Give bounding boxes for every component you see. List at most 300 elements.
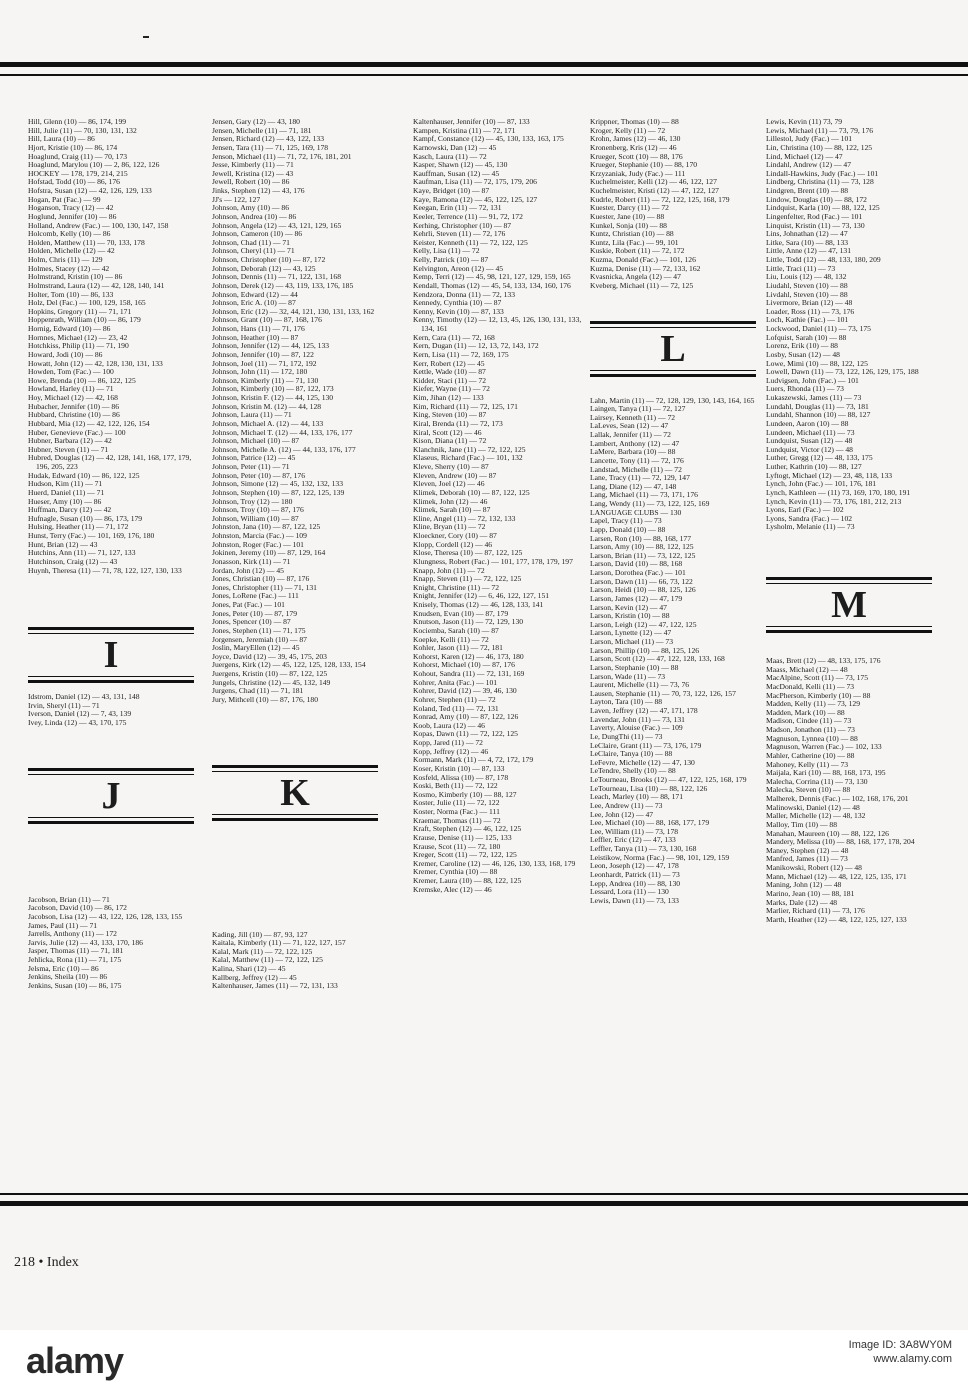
index-entry: Kremer, Laura (10) — 88, 122, 125 (413, 876, 522, 885)
index-entry: Kenny, Kevin (10) — 87, 133 (413, 306, 504, 316)
index-entry: Johnson, Grant (10) — 87, 168, 176 (212, 315, 322, 325)
index-entry: Maass, Michael (12) — 48 (766, 664, 848, 674)
index-entry: Kampf, Constance (12) — 45, 130, 133, 163, 175 (413, 134, 564, 144)
index-entry: Larson, Michael (11) — 73 (590, 637, 674, 646)
index-entry: Lee, Michael (10) — 88, 168, 177, 179 (590, 818, 710, 828)
section-rule (766, 626, 932, 633)
index-entry: Lorenz, Erik (10) — 88 (766, 341, 838, 351)
index-entry: Jorgensen, Jeremiah (10) — 87 (212, 634, 307, 644)
index-entry: Kasch, Laura (11) — 72 (413, 151, 487, 161)
index-entry: Hunst, Terry (Fac.) — 101, 169, 176, 180 (28, 531, 155, 540)
index-entry: Kvasnicka, Angela (12) — 47 (590, 272, 681, 282)
index-entry: MacPherson, Kimberly (10) — 88 (766, 690, 871, 700)
index-entry: Leonhardt, Patrick (11) — 73 (590, 869, 680, 879)
index-entry: Lewis, Kevin (11) 73, 79 (766, 117, 843, 126)
index-entry: LeClaire, Tanya (10) — 88 (590, 749, 673, 759)
index-entry: Kerr, Robert (12) — 45 (413, 358, 485, 368)
index-entry: Jensen, Gary (12) — 43, 180 (212, 117, 300, 126)
index-entry: Jordan, John (12) — 45 (212, 565, 284, 575)
index-entry: Lins, Johnathan (12) — 47 (766, 229, 848, 239)
index-entry: Kuntz, Lila (Fac.) — 99, 101 (590, 237, 679, 247)
index-entry: Lee, John (12) — 47 (590, 809, 654, 819)
index-entry: Lee, William (11) — 73, 178 (590, 826, 679, 836)
index-entry: Johnson, Andrea (10) — 86 (212, 211, 297, 221)
index-entry: Kuskie, Robert (11) — 72, 172 (590, 246, 685, 256)
section-rule (28, 768, 194, 775)
index-entry: Ludvigsen, John (Fac.) — 101 (766, 375, 859, 385)
index-entry: Lindahl, Andrew (12) — 47 (766, 160, 851, 170)
index-entry: Kaye, Ramona (12) — 45, 122, 125, 127 (413, 194, 538, 204)
index-entry: Larson, Wade (11) — 73 (590, 671, 666, 681)
watermark-logo: alamy (26, 1340, 124, 1381)
index-entry: Madden, Mark (10) — 88 (766, 707, 845, 717)
index-entry: Hoglund, Jennifer (10) — 86 (28, 211, 117, 221)
index-entry: Loch, Kathie (Fac.) — 101 (766, 315, 849, 325)
index-entry: Howland, Harley (11) — 71 (28, 384, 114, 394)
index-entry: Kremer, Caroline (12) — 46, 126, 130, 133, 168, 179 (413, 858, 576, 868)
index-entry: Lee, Andrew (11) — 73 (590, 800, 663, 810)
index-entry: Kim, Richard (11) — 72, 125, 171 (413, 401, 518, 411)
index-entry: Kidder, Staci (11) — 72 (413, 375, 487, 385)
index-entry: Johnson, Cheryl (11) — 71 (212, 246, 295, 256)
index-entry: JJ's — 122, 127 (212, 194, 261, 204)
index-entry: Holmes, Stacey (12) — 42 (28, 263, 110, 273)
index-entry: Luers, Rhonda (11) — 73 (766, 384, 844, 394)
index-entry: Hubner, Steven (11) — 71 (28, 444, 109, 454)
index-entry: Larson, James (12) — 47, 179 (590, 593, 683, 603)
index-entry: Le, DungThi (11) — 73 (590, 731, 663, 741)
index-entry: Jones, LoRene (Fac.) — 111 (212, 591, 299, 601)
index-entry: Krippner, Thomas (10) — 88 (590, 117, 679, 126)
index-entry: Lillestol, Judy (Fac.) — 101 (766, 134, 853, 144)
index-entry: Losby, Susan (12) — 48 (766, 349, 840, 359)
index-entry: Knisely, Thomas (12) — 46, 128, 133, 141 (413, 600, 544, 609)
index-entry: Hubbard, Mia (12) — 42, 122, 126, 154 (28, 418, 150, 428)
index-entry: Kudrle, Robert (11) — 72, 122, 125, 168, 179 (590, 194, 730, 204)
index-entry: Jinks, Stephen (12) — 43, 176 (212, 186, 305, 195)
index-entry: Krueger, Stephanie (10) — 88, 170 (590, 160, 698, 170)
index-entry: Madden, Kelly (11) — 73, 129 (766, 699, 860, 709)
bottom-rule-thick (0, 1201, 968, 1206)
index-entry: Kaltenhauser, Jennifer (10) — 87, 133 (413, 117, 530, 126)
index-entry: Kohout, Sandra (11) — 72, 131, 169 (413, 669, 525, 678)
index-entry: Kiral, Scott (12) — 46 (413, 427, 482, 437)
index-entry: Larson, Scott (12) — 47, 122, 128, 133, 168 (590, 654, 725, 664)
index-entry: Knapp, John (11) — 72 (413, 565, 485, 575)
index-entry: Johnson, Edward (12) — 44 (212, 289, 298, 299)
index-entry: Lindall-Hawkins, Judy (Fac.) — 101 (766, 168, 879, 178)
index-entry: Mahoney, Kelly (11) — 73 (766, 759, 849, 769)
index-entry: Lairsey, Kenneth (11) — 72 (590, 412, 676, 422)
index-entry: Lapp, Donald (10) — 88 (590, 524, 666, 534)
index-entry: Marino, Jean (10) — 88, 181 (766, 888, 855, 898)
index-entry: Hutchinson, Craig (12) — 43 (28, 556, 118, 566)
index-entry: Kelvington, Areon (12) — 45 (413, 263, 504, 273)
index-entry: Larson, Leigh (12) — 47, 122, 125 (590, 619, 697, 629)
watermark-banner (0, 1330, 968, 1390)
index-entry: Lyons, Earl (Fac.) — 102 (766, 505, 844, 515)
index-entry: LeTourneau, Brooks (12) — 47, 122, 125, 168, 179 (590, 775, 747, 784)
index-entry: Johnson, Michelle A. (12) — 44, 133, 176, 177 (212, 444, 356, 454)
index-entry: Kettle, Wade (10) — 87 (413, 367, 486, 377)
index-entry: Larson, David (10) — 88, 168 (590, 559, 683, 569)
index-entry: MacAlpine, Scott (11) — 73, 175 (766, 673, 869, 683)
index-entry: Malinowski, Daniel (12) — 48 (766, 802, 860, 812)
index-entry: Holmstrand, Kristin (10) — 86 (28, 272, 123, 282)
index-entry: Johnson, Deborah (12) — 43, 125 (212, 263, 316, 273)
index-entry: Koster, Norma (Fac.) — 111 (413, 807, 500, 816)
index-entry: Johnson, Joel (11) — 71, 172, 192 (212, 358, 317, 368)
index-entry: Kendall, Thomas (12) — 45, 54, 133, 134, 160, 176 (413, 280, 571, 290)
index-entry: Jehlicka, Rona (11) — 71, 175 (28, 955, 122, 964)
index-entry: Johnson, Dennis (11) — 71, 122, 131, 168 (212, 272, 342, 282)
index-entry: Lundahl, Douglas (11) — 73, 181 (766, 401, 869, 411)
index-entry: Kaufman, Lisa (11) — 72, 175, 179, 206 (413, 177, 537, 187)
index-entry: Kern, Cara (11) — 72, 168 (413, 332, 495, 342)
index-entry: Johnson, John (11) — 172, 180 (212, 367, 308, 377)
index-entry: Kunkel, Sonja (10) — 88 (590, 220, 667, 230)
index-entry: Marks, Dale (12) — 48 (766, 897, 838, 907)
index-entry: Livermore, Brian (12) — 48 (766, 298, 853, 308)
index-entry: Hoganson, Tracy (12) — 42 (28, 203, 114, 213)
index-entry: Kuzma, Denise (11) — 72, 133, 162 (590, 263, 701, 273)
index-entry: Jenkins, Sheila (10) — 86 (28, 972, 108, 982)
index-entry: Kison, Diana (11) — 72 (413, 436, 487, 446)
index-entry: Kremer, Cynthia (10) — 88 (413, 867, 498, 877)
index-entry: Kleve, Sherry (10) — 87 (413, 462, 489, 471)
index-entry: Johnson, Heather (10) — 87 (212, 332, 299, 342)
section-rule (766, 577, 932, 584)
index-entry: Kenny, Timothy (12) — 12, 13, 45, 126, 130, 131, 133, 134, 161 (413, 315, 582, 333)
index-entry: Holz, Del (Fac.) — 100, 129, 158, 165 (28, 298, 146, 308)
index-entry: Lessard, Lora (11) — 130 (590, 887, 669, 897)
index-entry: Liudahl, Steven (10) — 88 (766, 280, 848, 290)
index-entry: Madson, Jonathon (11) — 73 (766, 725, 855, 734)
index-entry: Idstrom, Daniel (12) — 43, 131, 148 (28, 692, 140, 702)
index-entry: Larson, Kevin (12) — 47 (590, 602, 667, 612)
index-entry: Hofstad, Todd (10) — 86, 176 (28, 177, 120, 187)
page-footer: 218 • Index (14, 1255, 79, 1270)
index-column-5 (766, 118, 944, 924)
index-entry: Kelly, Patrick (10) — 87 (413, 255, 489, 264)
index-entry: Leistikow, Norma (Fac.) — 98, 101, 129, 159 (590, 852, 730, 862)
index-entry: Klanchnik, Jane (11) — 72, 122, 125 (413, 444, 526, 454)
index-entry: Johnson, Kimberly (10) — 87, 122, 173 (212, 384, 334, 394)
index-entry: Kuester, Darcy (11) — 72 (590, 203, 669, 213)
index-entry: Magnuson, Lynnea (10) — 88 (766, 733, 858, 743)
index-entry: Jewell, Robert (10) — 86 (212, 177, 290, 187)
index-entry: Irvin, Sheryl (11) — 71 (28, 700, 100, 710)
index-entry: Johnson, Peter (10) — 87, 176 (212, 470, 306, 480)
index-entry: Layton, Tara (10) — 88 (590, 697, 663, 707)
index-entry: Johnson, Derek (12) — 43, 119, 133, 176, 185 (212, 280, 354, 290)
index-entry: Koland, Ted (11) — 72, 131 (413, 703, 499, 713)
index-entry: Marth, Heather (12) — 48, 122, 125, 127, 133 (766, 914, 907, 924)
index-entry: Klaseus, Richard (Fac.) — 101, 132 (413, 453, 523, 463)
index-entry: Jensen, Richard (12) — 43, 122, 133 (212, 134, 324, 144)
index-entry: Klose, Theresa (10) — 87, 122, 125 (413, 548, 523, 558)
index-entry: Kuchelmeister, Kristi (12) — 47, 122, 127 (590, 186, 719, 195)
index-entry: Larson, Lynette (12) — 47 (590, 628, 672, 638)
index-entry: Hogan, Pat (Fac.) — 99 (28, 194, 101, 204)
index-entry: Howard, Jodi (10) — 86 (28, 349, 103, 359)
index-entry: Jones, Pat (Fac.) — 101 (212, 600, 285, 609)
index-entry: Jewell, Kristina (12) — 43 (212, 168, 294, 178)
index-entry: Lysholm, Melanie (11) — 73 (766, 522, 855, 532)
index-entry: Kading, Jill (10) — 87, 93, 127 (212, 929, 308, 939)
index-entry: Lang, Michael (11) — 73, 171, 176 (590, 490, 698, 500)
index-entry: Jokinen, Jeremy (10) — 87, 129, 164 (212, 548, 326, 558)
index-entry: Lundquist, Susan (12) — 48 (766, 436, 853, 446)
index-entry: LANGUAGE CLUBS — 130 (590, 507, 682, 517)
index-column-3 (413, 118, 591, 894)
index-entry: Johnson, William (10) — 87 (212, 513, 299, 523)
index-entry: Kraemar, Thomas (11) — 72 (413, 815, 501, 825)
index-entry: Hjort, Kristie (10) — 86, 174 (28, 142, 118, 152)
index-entry: Johnson, Michael T. (12) — 44, 133, 176, 177 (212, 427, 353, 437)
index-entry: Johnson, Eric A. (10) — 87 (212, 298, 296, 308)
index-entry: Johnson, Angela (12) — 43, 121, 129, 165 (212, 220, 342, 230)
index-entry: Kemp, Terri (12) — 45, 98, 121, 127, 129, 159, 165 (413, 272, 571, 282)
index-entry: Laven, Jeffrey (12) — 47, 171, 178 (590, 706, 698, 715)
bottom-rule-thin (0, 1193, 968, 1195)
index-entry: Lewis, Dawn (11) — 73, 133 (590, 895, 679, 905)
index-entry: Kloeckner, Cory (10) — 87 (413, 531, 497, 540)
index-entry: Jacobson, Lisa (12) — 43, 122, 126, 128, 133, 155 (28, 911, 183, 921)
section-rule (28, 627, 194, 634)
index-entry: Johnson, Jennifer (10) — 87, 122 (212, 349, 314, 359)
index-entry: Hubbard, Christine (10) — 86 (28, 410, 120, 420)
index-entry: Kaltenhauser, James (11) — 72, 131, 133 (212, 981, 338, 991)
index-entry: Kuzma, Donald (Fac.) — 101, 126 (590, 255, 696, 264)
index-entry: Knutson, Jason (11) — 72, 129, 130 (413, 617, 524, 627)
index-entry: Koski, Beth (11) — 72, 122 (413, 781, 498, 791)
index-entry: Lukaszewski, James (11) — 73 (766, 393, 862, 402)
index-entry: Joyce, David (12) — 39, 45, 175, 203 (212, 651, 327, 661)
index-entry: Johnson, Troy (12) — 180 (212, 496, 293, 506)
index-entry: Johnson, Kristin M. (12) — 44, 128 (212, 401, 322, 411)
index-entry: Hoaglund, Craig (11) — 70, 173 (28, 151, 128, 161)
index-entry: Lynch, John (Fac.) — 101, 176, 181 (766, 479, 877, 489)
index-entry: Liu, Louis (12) — 48, 132 (766, 272, 847, 282)
index-entry: Lindberg, Christina (11) — 73, 128 (766, 177, 874, 187)
index-entry: Holcomb, Kelly (10) — 86 (28, 229, 111, 239)
section-rule (590, 370, 756, 377)
index-entry: Kuchelmeister, Kelli (12) — 46, 122, 127 (590, 177, 717, 187)
index-entry: Huerd, Daniel (11) — 71 (28, 487, 105, 497)
section-header (590, 321, 768, 377)
index-entry: Huber, Genevieve (Fac.) — 100 (28, 427, 126, 437)
index-entry: Klungness, Robert (Fac.) — 101, 177, 178, 179, 197 (413, 556, 573, 566)
index-entry: Jones, Christopher (11) — 71, 131 (212, 582, 317, 592)
index-entry: Hill, Glenn (10) — 86, 174, 199 (28, 117, 127, 126)
index-entry: Johnson, Cameron (10) — 86 (212, 229, 303, 239)
index-entry: Hubred, Douglas (12) — 42, 128, 141, 168, 177, 179, 196, 205, 223 (28, 453, 192, 471)
index-entry: Kopp, Jeffrey (12) — 46 (413, 746, 489, 756)
index-entry: Larsen, Ron (10) — 88, 168, 177 (590, 533, 692, 543)
index-column-4 (590, 118, 768, 905)
index-entry: Larson, Dorothea (Fac.) — 101 (590, 568, 686, 577)
index-entry: King, Steven (10) — 87 (413, 410, 487, 420)
index-entry: Lundeen, Aaron (10) — 88 (766, 418, 849, 428)
index-entry: Holden, Matthew (11) — 70, 133, 178 (28, 237, 145, 247)
index-entry: Kohler, Jason (11) — 72, 181 (413, 643, 503, 653)
index-entry: Kosmo, Kimberly (10) — 88, 127 (413, 789, 517, 799)
index-entry: Larson, Amy (10) — 88, 122, 125 (590, 542, 694, 552)
index-entry: Johnson, Simone (12) — 45, 132, 132, 133 (212, 479, 343, 489)
index-entry: Leon, Joseph (12) — 47, 178 (590, 861, 679, 871)
index-entry: Kremske, Alec (12) — 46 (413, 884, 492, 894)
index-entry: Kauffman, Susan (12) — 45 (413, 168, 500, 178)
index-entry: Kohrer, David (12) — 39, 46, 130 (413, 686, 517, 696)
index-entry: Jury, Mithcell (10) — 87, 176, 180 (212, 694, 319, 704)
index-entry: Little, Todd (12) — 48, 133, 180, 209 (766, 255, 881, 264)
index-entry: Johnson, Michael A. (12) — 44, 133 (212, 418, 324, 428)
index-entry: Lane, Tracy (11) — 72, 129, 147 (590, 473, 690, 483)
index-entry: Laverty, Alouise (Fac.) — 109 (590, 723, 683, 733)
index-entry: Hudak, Edward (10) — 86, 122, 125 (28, 470, 140, 480)
index-entry: Kline, Angel (11) — 72, 132, 133 (413, 513, 516, 523)
index-entry: Lynch, Kevin (11) — 73, 176, 181, 212, 213 (766, 496, 902, 506)
index-entry: Huffman, Darcy (12) — 42 (28, 505, 112, 515)
index-entry: Johnson, Jennifer (12) — 44, 125, 133 (212, 341, 330, 351)
section-header (212, 765, 390, 821)
index-entry: Jacobson, David (10) — 86, 172 (28, 903, 127, 913)
index-entry: Lepp, Andrea (10) — 88, 130 (590, 878, 681, 888)
index-entry: Maijala, Kari (10) — 88, 168, 173, 195 (766, 768, 886, 778)
index-entry: Kleven, Joel (12) — 46 (413, 479, 485, 489)
index-entry: Madison, Cindee (11) — 73 (766, 716, 852, 726)
index-entry: Jungels, Christine (12) — 45, 132, 149 (212, 677, 331, 687)
index-entry: Lundahl, Shannon (10) — 88, 127 (766, 410, 871, 420)
index-entry: Hoppenrath, William (10) — 86, 179 (28, 315, 141, 325)
index-entry: Krause, Denise (11) — 125, 133 (413, 832, 512, 842)
index-entry: Lin, Christina (10) — 88, 122, 125 (766, 142, 873, 152)
index-entry: Johnson, Patrice (12) — 45 (212, 453, 296, 463)
section-header (766, 577, 944, 633)
index-entry: Hopkins, Gregory (11) — 71, 171 (28, 306, 132, 316)
index-entry: Larson, Kristin (10) — 88 (590, 611, 670, 621)
index-entry: Joslin, MaryEllen (12) — 45 (212, 643, 300, 653)
index-entry: Johnson, Chad (11) — 71 (212, 237, 290, 247)
index-entry: Johnson, Eric (12) — 32, 44, 121, 130, 131, 133, 162 (212, 306, 375, 316)
index-entry: Leffler, Eric (12) — 47, 133 (590, 835, 676, 845)
index-entry: Kormann, Mark (11) — 4, 72, 172, 179 (413, 755, 534, 765)
index-entry: Howden, Tom (Fac.) — 100 (28, 367, 114, 377)
index-entry: Jasper, Thomas (11) — 71, 181 (28, 946, 124, 956)
index-entry: Klopp, Cordell (12) — 46 (413, 539, 493, 549)
index-column-1 (28, 118, 206, 991)
index-entry: LeTendre, Shelly (10) — 88 (590, 766, 676, 776)
index-entry: Malecka, Steven (10) — 88 (766, 785, 851, 795)
top-rule-thin (0, 74, 968, 76)
index-entry: Hofstra, Susan (12) — 42, 126, 129, 133 (28, 186, 152, 195)
index-entry: Jenson, Michael (11) — 71, 72, 176, 181, 201 (212, 151, 352, 161)
index-entry: Jones, Christian (10) — 87, 176 (212, 574, 310, 584)
index-entry: Larson, Dawn (11) — 66, 73, 122 (590, 576, 693, 586)
index-entry: Leach, Marley (10) — 88, 171 (590, 792, 683, 802)
index-entry: Lang, Wendy (11) — 73, 122, 125, 169 (590, 499, 710, 508)
section-header (28, 627, 206, 683)
index-entry: Koob, Laura (12) — 46 (413, 720, 485, 730)
index-entry: Holm, Chris (11) — 129 (28, 255, 103, 264)
index-entry: Little, Traci (11) — 73 (766, 263, 836, 273)
index-entry: MacDonald, Kelli (11) — 73 (766, 681, 855, 691)
index-entry: HOCKEY — 178, 179, 214, 215 (28, 168, 128, 178)
index-entry: Jonasson, Kirk (11) — 71 (212, 556, 291, 566)
index-entry: Kaye, Bridget (10) — 87 (413, 186, 490, 195)
index-entry: Lundeen, Michael (11) — 73 (766, 427, 855, 437)
index-entry: Marlier, Richard (11) — 73, 176 (766, 906, 865, 916)
index-entry: Litke, Sara (10) — 88, 133 (766, 237, 849, 247)
index-entry: Johnson, Michael (10) — 87 (212, 436, 300, 446)
index-entry: Lahn, Martin (11) — 72, 128, 129, 130, 143, 164, 165 (590, 395, 755, 405)
index-entry: Juergens, Kristin (10) — 87, 122, 125 (212, 669, 328, 678)
index-entry: Mandery, Melissa (10) — 88, 168, 177, 178, 204 (766, 837, 915, 847)
index-entry: LeFevre, Michelle (12) — 47, 130 (590, 757, 695, 767)
index-entry: Johnson, Hans (11) — 71, 176 (212, 324, 305, 333)
index-entry: Malloy, Tim (10) — 88 (766, 819, 838, 829)
index-entry: Klimek, Sarah (10) — 87 (413, 505, 491, 515)
index-entry: Johnston, Marcia (Fac.) — 109 (212, 531, 307, 540)
index-entry: Linquist, Kristin (11) — 73, 130 (766, 220, 865, 230)
index-entry: Lowe, Mimi (10) — 88, 122, 125 (766, 358, 868, 368)
index-entry: Johnson, Amy (10) — 86 (212, 203, 289, 213)
index-entry: Hill, Julie (11) — 70, 130, 131, 132 (28, 125, 137, 135)
index-entry: Kennedy, Cynthia (10) — 87 (413, 298, 502, 308)
index-entry: Lundquist, Victor (12) — 48 (766, 444, 853, 454)
index-entry: Konrad, Amy (10) — 87, 122, 126 (413, 712, 519, 722)
index-entry: Koser, Kristin (10) — 87, 133 (413, 763, 505, 773)
index-entry: Lyftogt, Michael (12) — 23, 48, 118, 133 (766, 470, 893, 480)
index-entry: Johnson, Christopher (10) — 87, 172 (212, 255, 326, 264)
index-entry: Lindow, Douglas (10) — 88, 172 (766, 194, 867, 204)
index-entry: Lindquist, Karla (10) — 88, 122, 125 (766, 203, 880, 213)
index-entry: Malecha, Corrina (11) — 73, 130 (766, 776, 868, 786)
index-entry: Krohn, James (12) — 46, 130 (590, 134, 681, 144)
index-entry: Holter, Tom (10) — 86, 133 (28, 289, 114, 299)
index-entry: Klimek, Deborah (10) — 87, 122, 125 (413, 487, 530, 497)
index-entry: Maller, Michelle (12) — 48, 132 (766, 811, 866, 821)
index-entry: Howatt, John (12) — 42, 128, 130, 131, 133 (28, 358, 163, 368)
index-entry: Lowell, Dawn (11) — 73, 122, 126, 129, 175, 188 (766, 367, 919, 377)
index-entry: Kasper, Shawn (12) — 45, 130 (413, 160, 508, 170)
index-entry: Karnowski, Dan (12) — 45 (413, 142, 497, 152)
index-entry: Lapel, Tracy (11) — 73 (590, 516, 662, 526)
index-entry: Kuntz, Christian (10) — 88 (590, 229, 674, 239)
index-entry: Jurgens, Chad (11) — 71, 181 (212, 686, 304, 696)
index-entry: Johnson, Peter (11) — 71 (212, 462, 290, 471)
index-entry: Hoaglund, Marylou (10) — 2, 86, 122, 126 (28, 160, 160, 170)
index-entry: Johnson, Kristin F. (12) — 44, 125, 130 (212, 393, 334, 402)
index-entry: Johnson, Troy (10) — 87, 176 (212, 505, 304, 515)
index-entry: Kleven, Andrew (10) — 87 (413, 470, 497, 480)
index-entry: Jenkins, Susan (10) — 86, 175 (28, 980, 122, 990)
index-entry: Luther, Kathrin (10) — 88, 127 (766, 462, 862, 471)
index-entry: Keegan, Erin (11) — 72, 131 (413, 203, 502, 213)
index-entry: Jarrells, Anthony (11) — 172 (28, 929, 117, 939)
index-entry: Jarvis, Julie (12) — 43, 133, 170, 186 (28, 937, 143, 947)
index-entry: Kalina, Shari (12) — 45 (212, 964, 286, 973)
watermark-site: www.alamy.com (873, 1353, 952, 1365)
index-entry: Kim, Jihan (12) — 133 (413, 393, 484, 402)
index-column-2 (212, 118, 390, 991)
index-entry: Kreger, Scott (11) — 72, 122, 125 (413, 850, 517, 860)
index-entry: Maning, John (12) — 48 (766, 880, 842, 890)
index-entry: Larson, Brian (11) — 73, 122, 125 (590, 550, 696, 560)
index-entry: Hornnes, Michael (12) — 23, 42 (28, 332, 128, 342)
index-entry: Koster, Julie (11) — 72, 122 (413, 798, 500, 808)
